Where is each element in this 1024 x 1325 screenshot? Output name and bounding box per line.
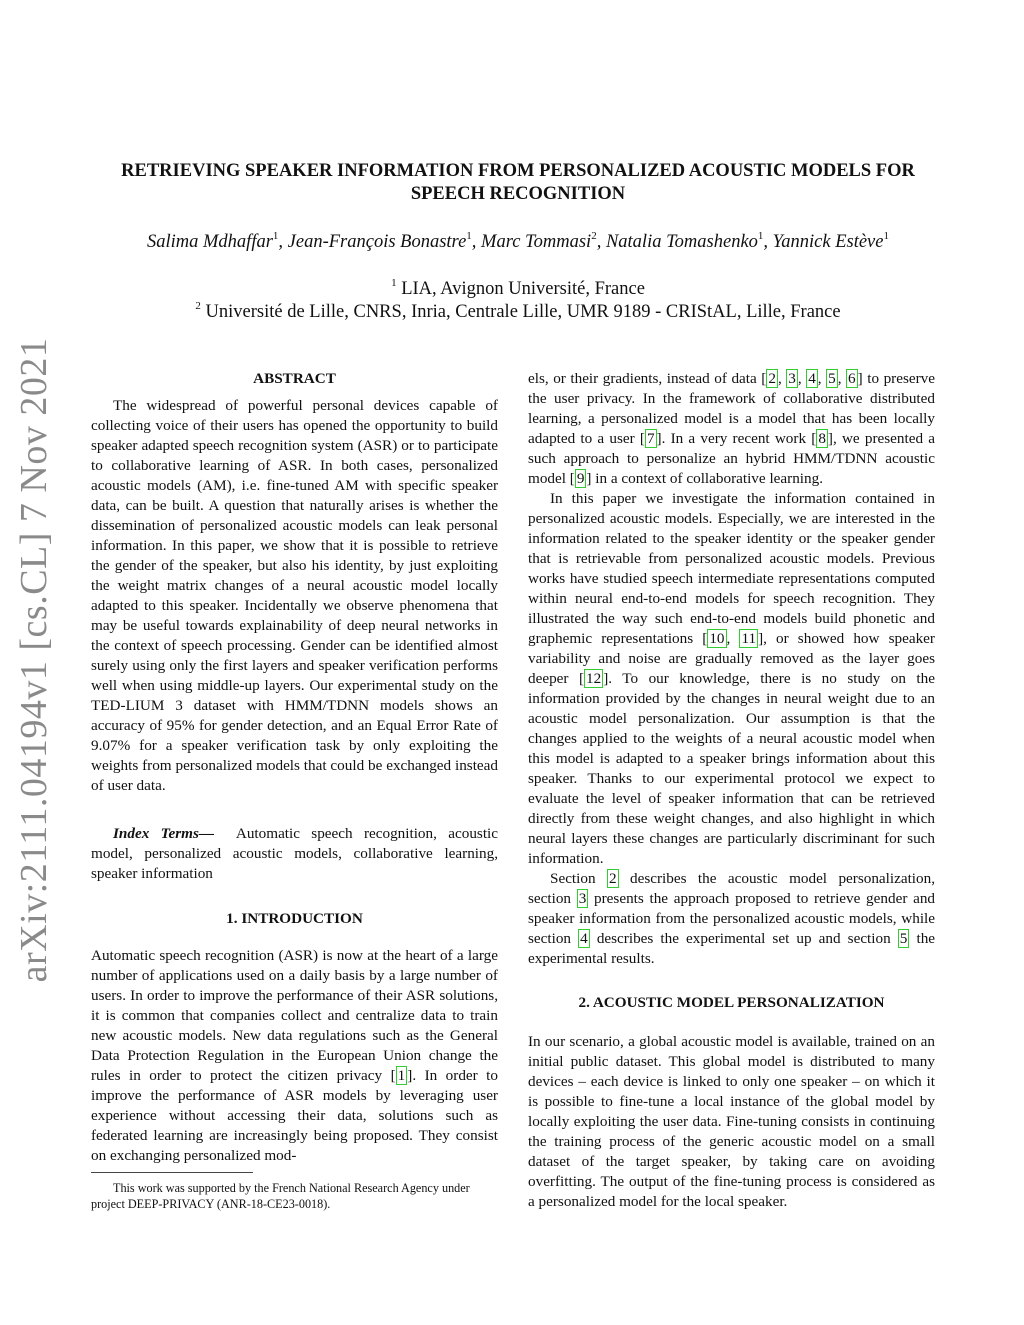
intro-text: describes the acoustic model personalization, section bbox=[528, 870, 936, 907]
intro-text: ], we presented a such approach to personalize an hybrid HMM/TDNN acoustic model [ bbox=[528, 430, 935, 487]
citation-link[interactable]: 11 bbox=[741, 630, 757, 647]
citation-link[interactable]: 9 bbox=[576, 470, 585, 487]
intro-text: ]. To our knowledge, there is no study on the information provided by the changes in neural weight due to an acoustic model personalization. Our assumption is that the changes applied to the weights of a neural acoustic model when this model is adapted to a speaker brings information about this speaker. Thanks to our experimental protocol we expect to evaluate the level of speaker information that can be retrieved directly from these weight changes, and also highlight in which neural layers these changes are particularly discriminant for such information. bbox=[528, 670, 935, 867]
affiliation-number: 2 bbox=[195, 300, 201, 312]
author-name: Natalia Tomashenko bbox=[605, 232, 758, 252]
citation-link[interactable]: 8 bbox=[818, 430, 826, 447]
intro-text: ], or showed how speaker variability and noise are gradually removed as the layer goes deeper [ bbox=[528, 630, 935, 687]
affiliation-2 bbox=[92, 302, 944, 323]
section2-body bbox=[528, 1032, 935, 1212]
footnote-rule bbox=[91, 1172, 253, 1173]
author-name: Marc Tommasi bbox=[481, 232, 592, 252]
index-terms-text: Automatic speech recognition, acoustic model, personalized acoustic models, collaborative learning, speaker information bbox=[91, 825, 498, 882]
citation-link[interactable]: 4 bbox=[808, 370, 816, 387]
section-link[interactable]: 3 bbox=[578, 890, 587, 907]
author-affiliation-mark: 2 bbox=[591, 230, 597, 242]
intro-text: Section bbox=[550, 870, 596, 887]
intro-text: describes the experimental set up and section bbox=[596, 930, 891, 947]
index-terms-label: Index Terms— bbox=[113, 825, 215, 842]
section-link[interactable]: 5 bbox=[899, 930, 908, 947]
abstract-heading: ABSTRACT bbox=[253, 370, 336, 387]
citation-link[interactable]: 1 bbox=[397, 1067, 406, 1084]
affiliation-text: Université de Lille, CNRS, Inria, Centrale Lille, UMR 9189 - CRIStAL, Lille, France bbox=[205, 302, 841, 322]
citation-link[interactable]: 6 bbox=[848, 370, 856, 387]
intro-text: presents the approach proposed to retrieve gender and speaker information from the personalized acoustic models, while section bbox=[528, 890, 936, 947]
section-link[interactable]: 4 bbox=[580, 930, 588, 947]
abstract-text: The widespread of powerful personal devices capable of collecting voice of their users has opened the opportunity to build speaker adapted speech recognition system (ASR) or to participate to collaborative learning of ASR. In both cases, personalized acoustic models (AM), i.e. fine-tuned AM with specific speaker data, can be built. A question that naturally arises is whether the dissemination of personalized acoustic models can leak personal information. In this paper, we show that it is possible to retrieve the gender of the speaker, but also his identity, by just exploiting the weight matrix changes of a neural acoustic model locally adapted to this speaker. Incidentally we observe phenomena that may be useful towards explainability of deep neural networks in the context of speech processing. Gender can be identified almost surely using only the first layers and speaker verification performs well when using middle-up layers. Our experimental study on the TED-LIUM 3 dataset with HMM/TDNN models shows an accuracy of 95% for gender detection, and an Equal Error Rate of 9.07% for a speaker verification task by only exploiting the weights from personalized models that could be exchanged instead of user data. bbox=[91, 397, 498, 794]
citation-link[interactable]: 12 bbox=[586, 670, 602, 687]
index-terms bbox=[91, 824, 498, 884]
intro-text: ] to preserve the user privacy. In the framework of collaborative distributed learning, a personalized model is a model that has been locally adapted to a user [ bbox=[528, 370, 936, 447]
intro-text: els, or their gradients, instead of data [ bbox=[528, 370, 767, 387]
author-affiliation-mark: 1 bbox=[272, 230, 279, 242]
citation-link[interactable]: 3 bbox=[788, 370, 796, 387]
author-list: Salima Mdhaffar$^1$, Jean-François Bonastre$^1$, Marc Tommasi$^2$, Natalia Tomashenko$^1$, Yannick Estève$^1$ bbox=[147, 230, 889, 252]
paper-title: RETRIEVING SPEAKER INFORMATION FROM PERSONALIZED ACOUSTIC MODELS FOR SPEECH RECOGNITION bbox=[121, 161, 915, 204]
introduction-right-body: els, or their gradients, instead of data [ 2 , 3 , 4 , 5 , 6 ] to preserve the user privacy. In the framework of collaborative distributed learning, a personalized model is a model that has been locally adapted to a user [ 7 ]. In a very recent work [ 8 ], we presented a such approach to personalize an hybrid HMM/TDNN acoustic model [ 9 ] in a context of collaborative learning. In this paper we investigate the information contained in personalized acoustic models. Especially, we are interested in the information related to the speaker identity or the speaker gender that is retrievable from personalized acoustic models. Previous works have studied speech intermediate representations computed within neural end-to-end models for speech recognition. They illustrated the way such end-to-end models build phonetic and graphemic representations [ 10 , 11 ], or showed how speaker variability and noise are gradually removed as the layer goes deeper [ 12 ]. To our knowledge, there is no study on the information provided by the changes in neural weight due to an acoustic model personalization. Our assumption is that the changes applied to the weights of a neural acoustic model when this model is adapted to a speaker brings information about this speaker. Thanks to our experimental protocol we expect to evaluate the level of speaker information that can be retrieved directly from these weight changes, and also highlight in which neural layers these changes are particularly discriminant for such information. Section 2 describes the acoustic model personalization, section 3 presents the approach proposed to retrieve gender and speaker information from the personalized acoustic models, while section 4 describes the experimental set up and section 5 the experimental results. bbox=[528, 370, 936, 967]
intro-text: ]. In a very recent work [ bbox=[656, 430, 817, 447]
author-affiliation-mark: 1 bbox=[466, 230, 472, 242]
intro-text: Automatic speech recognition (ASR) is now at the heart of a large number of applications used on a daily basis by a large number of users. In order to improve the performance of their ASR solutions, it is common that companies collect and centralize data to train new acoustic models. New data regulations such as the General Data Protection Regulation in the European Union change the rules in order to protect the citizen privacy bbox=[91, 947, 498, 1084]
arxiv-stamp bbox=[10, 337, 58, 983]
citation-link[interactable]: 7 bbox=[646, 430, 655, 447]
introduction-heading: 1. INTRODUCTION bbox=[226, 910, 363, 927]
intro-text: . In order to improve the performance of ASR models by leveraging user experience without accessing their data, solutions such as federated learning are increasingly being proposed. They consist on exchanging personalized mod- bbox=[91, 1067, 498, 1164]
citation-link[interactable]: 5 bbox=[828, 370, 836, 387]
author-affiliation-mark: 1 bbox=[883, 230, 889, 242]
arxiv-id: arXiv:2111.04194v1 [cs.CL] 7 Nov 2021 bbox=[13, 337, 55, 983]
section-link[interactable]: 2 bbox=[608, 870, 617, 887]
author-name: Jean-François Bonastre bbox=[287, 232, 467, 252]
affiliation-1 bbox=[92, 279, 944, 300]
intro-text: In this paper we investigate the information contained in personalized acoustic models. Especially, we are interested in the information related to the speaker identity or the speaker gender that is retrievable from personalized acoustic models. Previous works have studied speech intermediate representations computed within neural end-to-end models for speech recognition. They illustrated the way such end-to-end models build phonetic and graphemic representations [ bbox=[528, 490, 935, 647]
funding-footnote: This work was supported by the French National Research Agency under project DEEP-PRIVACY (ANR-18-CE23-0018). bbox=[91, 1181, 470, 1211]
author-affiliation-mark: 1 bbox=[757, 230, 764, 242]
affiliation-number: 1 bbox=[391, 277, 397, 289]
affiliation-text: LIA, Avignon Université, France bbox=[401, 279, 645, 299]
intro-text: the experimental results. bbox=[528, 930, 936, 967]
citation-link[interactable]: 10 bbox=[709, 630, 725, 647]
author-name: Salima Mdhaffar bbox=[147, 232, 273, 252]
author-name: Yannick Estève bbox=[772, 232, 884, 252]
section2-text: In our scenario, a global acoustic model is available, trained on an initial public dataset. This global model is distributed to many devices – each device is linked to only one speaker – on which it is possible to fine-tune a local instance of the global model by locally exploiting the user data. Fine-tuning consists in continuing the training process of the generic acoustic model on a small dataset of the target speaker, by taking care on avoiding overfitting. The output of the fine-tuning process is considered as a personalized model for the local speaker. bbox=[528, 1033, 935, 1210]
intro-text: ] in a context of collaborative learning. bbox=[586, 470, 823, 487]
abstract-body bbox=[91, 396, 498, 796]
introduction-left-body: Automatic speech recognition (ASR) is now at the heart of a large number of applications used on a daily basis by a large number of users. In order to improve the performance of their ASR solutions, it is common that companies collect and centralize data to train new acoustic models. New data regulations such as the General Data Protection Regulation in the European Union change the rules in order to protect the citizen privacy [ 1 ]. In order to improve the performance of ASR models by leveraging user experience without accessing their data, solutions such as federated learning are increasingly being proposed. They consist on exchanging personalized mod- bbox=[91, 947, 498, 1164]
citation-link[interactable]: 2 bbox=[768, 370, 776, 387]
section2-heading: 2. ACOUSTIC MODEL PERSONALIZATION bbox=[578, 994, 885, 1011]
